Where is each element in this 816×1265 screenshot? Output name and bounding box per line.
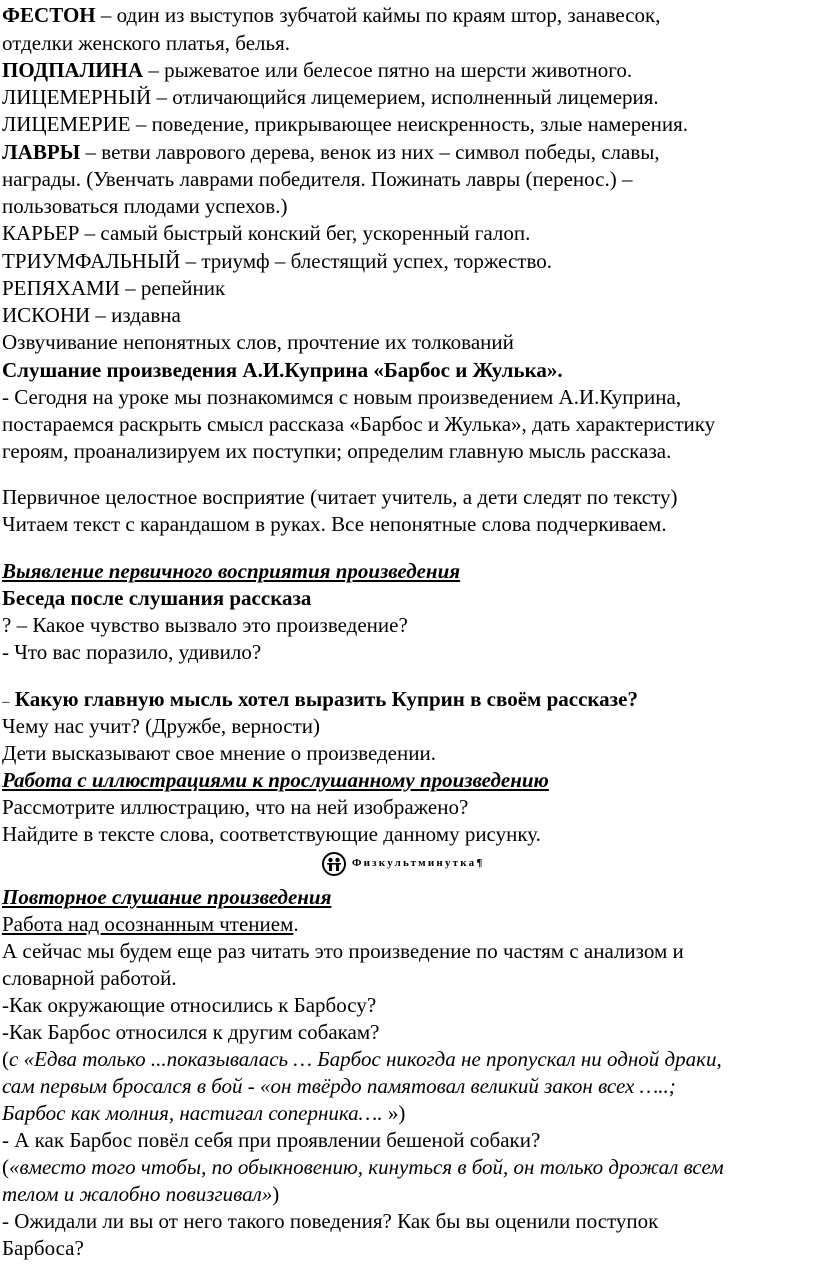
heading-text: Выявление первичного восприятия произведения — [2, 559, 461, 583]
glossary-feston — [2, 2, 661, 30]
quote-line: сам первым бросался в бой - «он твёрдо памятовал великий закон всех …..; — [2, 1074, 676, 1098]
text-line: Найдите в тексте слова, соответствующие данному рисунку. — [2, 822, 541, 846]
text-line: А сейчас мы будем еще раз читать это произведение по частям с анализом и — [2, 939, 684, 963]
text-line: награды. (Увенчать лаврами победителя. Пожинать лавры (перенос.) – — [2, 167, 633, 191]
section-heading — [2, 884, 331, 912]
glossary-podpalina — [2, 57, 632, 85]
phys-label: Физкультминутка¶ — [352, 857, 485, 870]
quote-text: Барбос как молния, настигал соперника…. — [2, 1101, 388, 1125]
dash: – — [2, 694, 10, 710]
text-line: Читаем текст с карандашом в руках. Все непонятные слова подчеркиваем. — [2, 512, 667, 536]
glossary-iskoni: ИСКОНИ – издавна — [2, 303, 181, 327]
quote-line — [2, 1100, 405, 1128]
glossary-triumfalny: ТРИУМФАЛЬНЫЙ – триумф – блестящий успех, торжество. — [2, 249, 552, 273]
quote-text: «вместо того чтобы, по обыкновению, кинуться в бой, он только дрожал всем — [9, 1155, 724, 1179]
heading-text: Работа над осознанным чтением — [2, 912, 294, 936]
quote-line — [2, 1046, 722, 1074]
section-heading — [2, 558, 460, 586]
quote-line — [2, 1154, 724, 1182]
physical-break-marker — [322, 851, 484, 877]
period: . — [293, 912, 299, 936]
section-heading — [2, 767, 549, 795]
glossary-karier: КАРЬЕР – самый быстрый конский бег, ускоренный галоп. — [2, 221, 531, 245]
definition: – ветви лаврового дерева, венок из них – символ победы, славы, — [80, 140, 660, 164]
question-text: Какую главную мысль хотел выразить Куприн в своём рассказе? — [9, 687, 638, 711]
two-people-icon — [322, 852, 346, 876]
question-line: - Ожидали ли вы от него такого поведения? Как бы вы оценили поступок — [2, 1209, 659, 1233]
heading-text: Повторное слушание произведения — [2, 885, 332, 909]
question-line: -Как Барбос относился к другим собакам? — [2, 1020, 380, 1044]
term: ПОДПАЛИНА — [2, 58, 144, 82]
question-line: - Что вас поразило, удивило? — [2, 640, 262, 664]
text-line: пользоваться плодами успехов.) — [2, 194, 288, 218]
paren: ( — [2, 1155, 9, 1179]
heading-text: Работа с иллюстрациями к прослушанному произведению — [2, 768, 549, 792]
question-line: ? – Какое чувство вызвало это произведение? — [2, 613, 408, 637]
question-line — [2, 686, 638, 717]
term: ЛАВРЫ — [2, 140, 81, 164]
glossary-lavry — [2, 139, 660, 167]
heading-text: Беседа после слушания рассказа — [2, 586, 312, 610]
question-line: -Как окружающие относились к Барбосу? — [2, 993, 377, 1017]
text-line: героям, проанализируем их поступки; определим главную мысль рассказа. — [2, 439, 672, 463]
paren: ) — [272, 1182, 280, 1206]
text-line: Барбоса? — [2, 1236, 84, 1260]
text-line: Первичное целостное восприятие (читает учитель, а дети следят по тексту) — [2, 485, 678, 509]
subheading — [2, 585, 311, 613]
text-line: Дети высказывают свое мнение о произведении. — [2, 741, 436, 765]
glossary-repyakhami: РЕПЯХАМИ – репейник — [2, 276, 226, 300]
quote-close: ») — [387, 1101, 406, 1125]
question-line: - А как Барбос повёл себя при проявлении бешеной собаки? — [2, 1128, 541, 1152]
text-line: - Сегодня на уроке мы познакомимся с новым произведением А.И.Куприна, — [2, 385, 682, 409]
heading-text: Слушание произведения А.И.Куприна «Барбос и Жулька». — [2, 358, 563, 382]
text-line: постараемся раскрыть смысл рассказа «Барбос и Жулька», дать характеристику — [2, 412, 716, 436]
glossary-litsemerny: ЛИЦЕМЕРНЫЙ – отличающийся лицемерием, исполненный лицемерия. — [2, 85, 659, 109]
definition: – один из выступов зубчатой каймы по краям штор, занавесок, — [95, 3, 661, 27]
quote-line — [2, 1181, 279, 1209]
definition: – рыжеватое или белесое пятно на шерсти животного. — [143, 58, 633, 82]
text-line: Рассмотрите иллюстрацию, что на ней изображено? — [2, 795, 469, 819]
quote-text: телом и жалобно повизгивал» — [2, 1182, 273, 1206]
text-line: словарной работой. — [2, 966, 177, 990]
glossary-litsemerie: ЛИЦЕМЕРИЕ – поведение, прикрывающее неискренность, злые намерения. — [2, 112, 688, 136]
term: ФЕСТОН — [2, 3, 96, 27]
paren: ( — [2, 1047, 9, 1071]
text-line: отделки женского платья, белья. — [2, 31, 290, 55]
text-line: Чему нас учит? (Дружбе, верности) — [2, 714, 321, 738]
subheading — [2, 911, 299, 939]
text-line: Озвучивание непонятных слов, прочтение их толкований — [2, 330, 514, 354]
quote-text: с «Едва только ...показывалась … Барбос никогда не пропускал ни одной драки, — [9, 1047, 722, 1071]
section-heading — [2, 357, 563, 385]
